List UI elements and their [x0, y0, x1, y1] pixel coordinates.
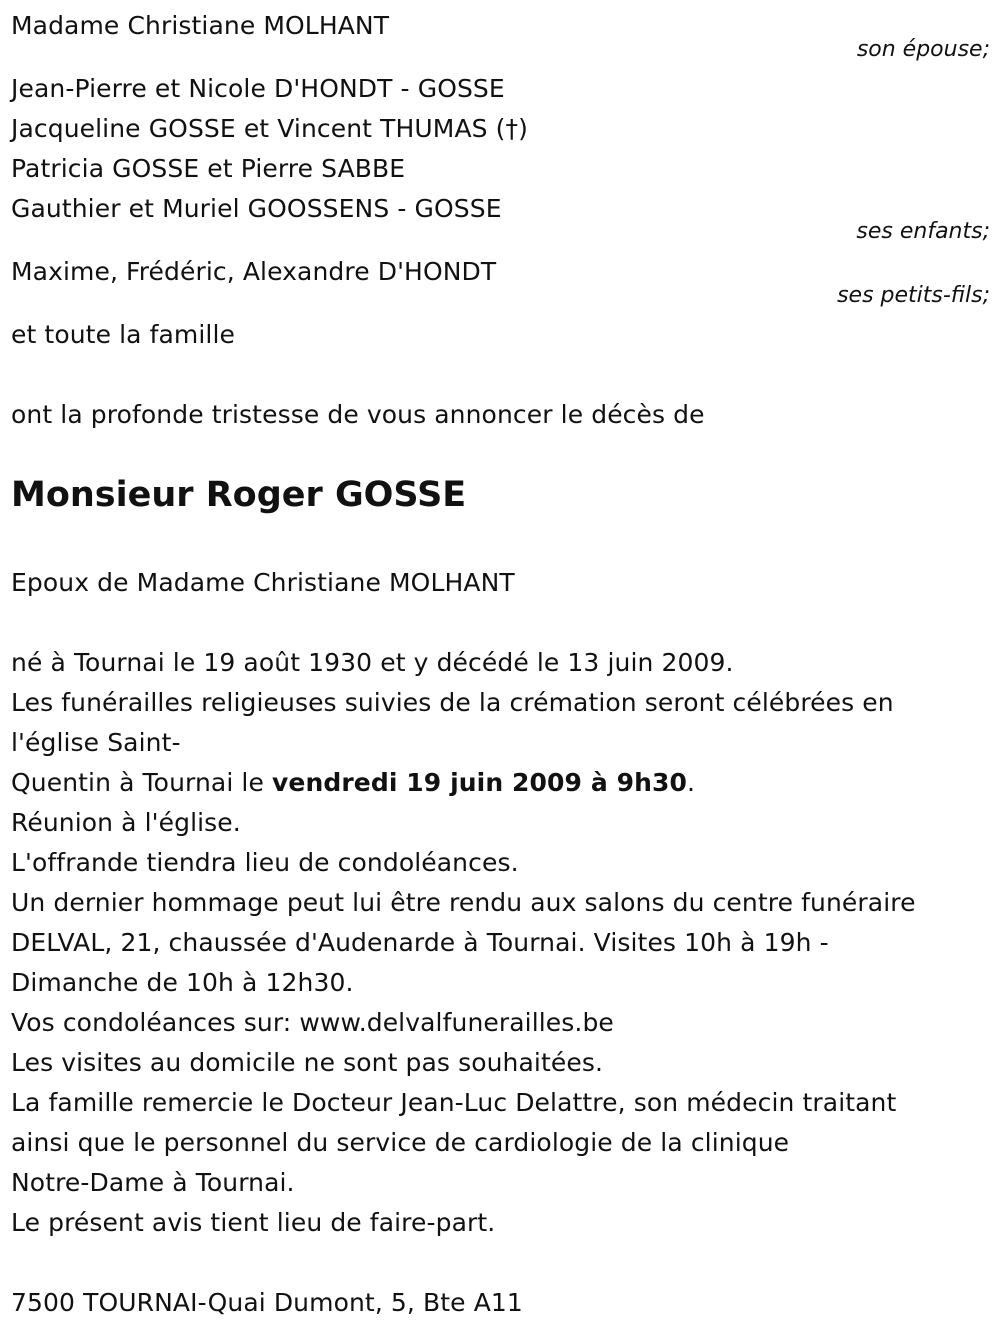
address-text: 7500 TOURNAI-Quai Dumont, 5, Bte A11 [11, 1288, 523, 1317]
grandchildren-names: Maxime, Frédéric, Alexandre D'HONDT [11, 257, 497, 286]
tribute-text: Un dernier hommage peut lui être rendu aux salons du centre funéraire [11, 888, 916, 917]
birth-death-text: né à Tournai le 19 août 1930 et y décédé le 13 juin 2009. [11, 648, 734, 677]
funeral-date: vendredi 19 juin 2009 à 9h30 [272, 768, 687, 797]
child-line: Gauthier et Muriel GOOSSENS - GOSSE [11, 194, 502, 223]
funeral-date-period: . [686, 768, 696, 797]
thanks-text: Notre-Dame à Tournai. [11, 1168, 295, 1197]
meeting-text: Réunion à l'église. [11, 808, 241, 837]
condolences-link-text: Vos condoléances sur: www.delvalfunerailles.be [11, 1008, 614, 1037]
announcement-text: ont la profonde tristesse de vous annoncer le décès de [11, 400, 705, 429]
deceased-name: Monsieur Roger GOSSE [11, 475, 467, 515]
notice-text: Le présent avis tient lieu de faire-part. [11, 1208, 496, 1237]
child-line: Jacqueline GOSSE et Vincent THUMAS (†) [11, 114, 528, 143]
funeral-location-text: Quentin à Tournai le [11, 768, 272, 797]
spouse-name: Madame Christiane MOLHANT [11, 11, 390, 40]
rest-of-family: et toute la famille [11, 320, 236, 349]
home-visits-text: Les visites au domicile ne sont pas souhaitées. [11, 1048, 604, 1077]
thanks-text: La famille remercie le Docteur Jean-Luc Delattre, son médecin traitant [11, 1088, 897, 1117]
thanks-text: ainsi que le personnel du service de cardiologie de la clinique [11, 1128, 790, 1157]
funeral-text: Les funérailles religieuses suivies de la crémation seront célébrées en [11, 688, 894, 717]
spouse-of-text: Epoux de Madame Christiane MOLHANT [11, 568, 515, 597]
child-line: Jean-Pierre et Nicole D'HONDT - GOSSE [11, 74, 505, 103]
funeral-date-line [11, 768, 695, 798]
child-line: Patricia GOSSE et Pierre SABBE [11, 154, 406, 183]
funeral-text: l'église Saint- [11, 728, 181, 757]
tribute-text: Dimanche de 10h à 12h30. [11, 968, 354, 997]
tribute-text: DELVAL, 21, chaussée d'Audenarde à Tournai. Visites 10h à 19h - [11, 928, 829, 957]
spouse-role: son épouse; [856, 37, 990, 62]
children-role: ses enfants; [856, 219, 990, 244]
grandchildren-role: ses petits-fils; [837, 283, 990, 308]
offering-text: L'offrande tiendra lieu de condoléances. [11, 848, 519, 877]
